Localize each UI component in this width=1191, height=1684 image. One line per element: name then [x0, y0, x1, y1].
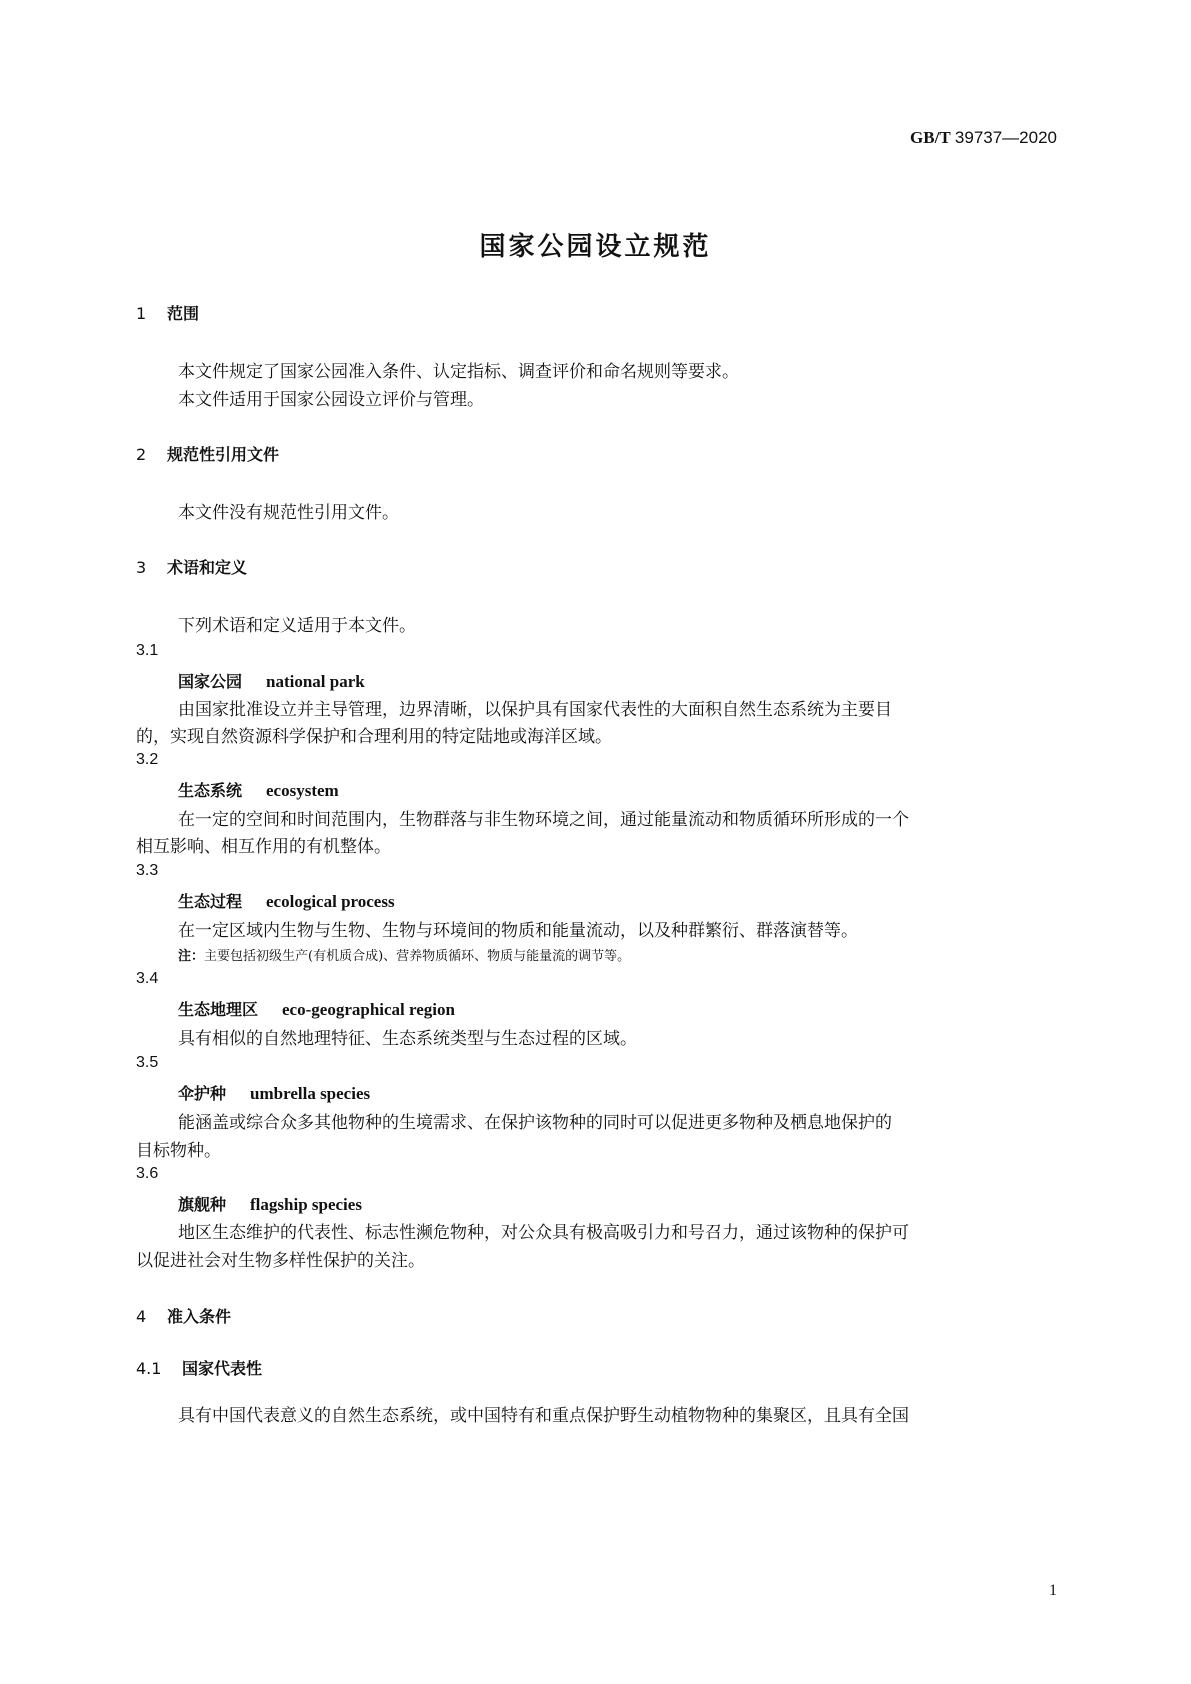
section-1-para-1: 本文件规定了国家公园准入条件、认定指标、调查评价和命名规则等要求。	[178, 362, 739, 382]
term-heading: 生态地理区 eco-geographical region	[178, 1000, 455, 1019]
document-title: 国家公园设立规范	[479, 232, 712, 262]
subsection-4-1-heading: 4.1 国家代表性	[136, 1359, 263, 1378]
term-number: 3.1	[136, 642, 159, 659]
section-1-para-2: 本文件适用于国家公园设立评价与管理。	[178, 390, 484, 410]
term-note: 注：主要包括初级生产(有机质合成)、营养物质循环、物质与能量流的调节等。	[178, 949, 631, 964]
term-number: 3.3	[136, 862, 159, 879]
term-number: 3.6	[136, 1165, 159, 1182]
standard-number	[910, 128, 1057, 148]
term-heading: 伞护种 umbrella species	[178, 1084, 371, 1103]
term-definition-line: 在一定的空间和时间范围内，生物群落与非生物环境之间，通过能量流动和物质循环所形成的一个	[178, 810, 909, 830]
term-heading: 国家公园 national park	[178, 672, 365, 691]
term-number: 3.2	[136, 751, 159, 768]
section-3-intro: 下列术语和定义适用于本文件。	[178, 616, 416, 636]
subsection-4-1-para: 具有中国代表意义的自然生态系统，或中国特有和重点保护野生动植物物种的集聚区，且具有全国	[178, 1406, 909, 1426]
term-definition-line: 具有相似的自然地理特征、生态系统类型与生态过程的区域。	[178, 1029, 637, 1049]
term-number: 3.4	[136, 970, 159, 987]
section-2-para-1: 本文件没有规范性引用文件。	[178, 503, 399, 523]
term-definition-line: 的，实现自然资源科学保护和合理利用的特定陆地或海洋区域。	[136, 727, 612, 747]
term-definition-line: 能涵盖或综合众多其他物种的生境需求、在保护该物种的同时可以促进更多物种及栖息地保护的	[178, 1113, 892, 1133]
section-2-heading: 2 规范性引用文件	[136, 445, 280, 464]
section-4-heading: 4 准入条件	[136, 1307, 232, 1326]
term-number: 3.5	[136, 1054, 159, 1071]
term-definition-line: 在一定区域内生物与生物、生物与环境间的物质和能量流动，以及种群繁衍、群落演替等。	[178, 921, 858, 941]
term-heading: 旗舰种 flagship species	[178, 1195, 362, 1214]
term-heading: 生态过程 ecological process	[178, 892, 395, 911]
term-heading: 生态系统 ecosystem	[178, 781, 339, 800]
section-1-heading: 1 范围	[136, 304, 200, 323]
term-definition-line: 以促进社会对生物多样性保护的关注。	[136, 1251, 425, 1271]
term-definition-line: 地区生态维护的代表性、标志性濒危物种，对公众具有极高吸引力和号召力，通过该物种的保护可	[178, 1223, 909, 1243]
term-definition-line: 由国家批准设立并主导管理，边界清晰，以保护具有国家代表性的大面积自然生态系统为主要目	[178, 700, 892, 720]
section-3-heading: 3 术语和定义	[136, 558, 248, 577]
term-definition-line: 相互影响、相互作用的有机整体。	[136, 837, 391, 857]
term-definition-line: 目标物种。	[136, 1141, 221, 1161]
page-number: 1	[1049, 1582, 1057, 1599]
standard-prefix: GB/T	[910, 128, 951, 147]
standard-code: 39737—2020	[954, 128, 1057, 147]
